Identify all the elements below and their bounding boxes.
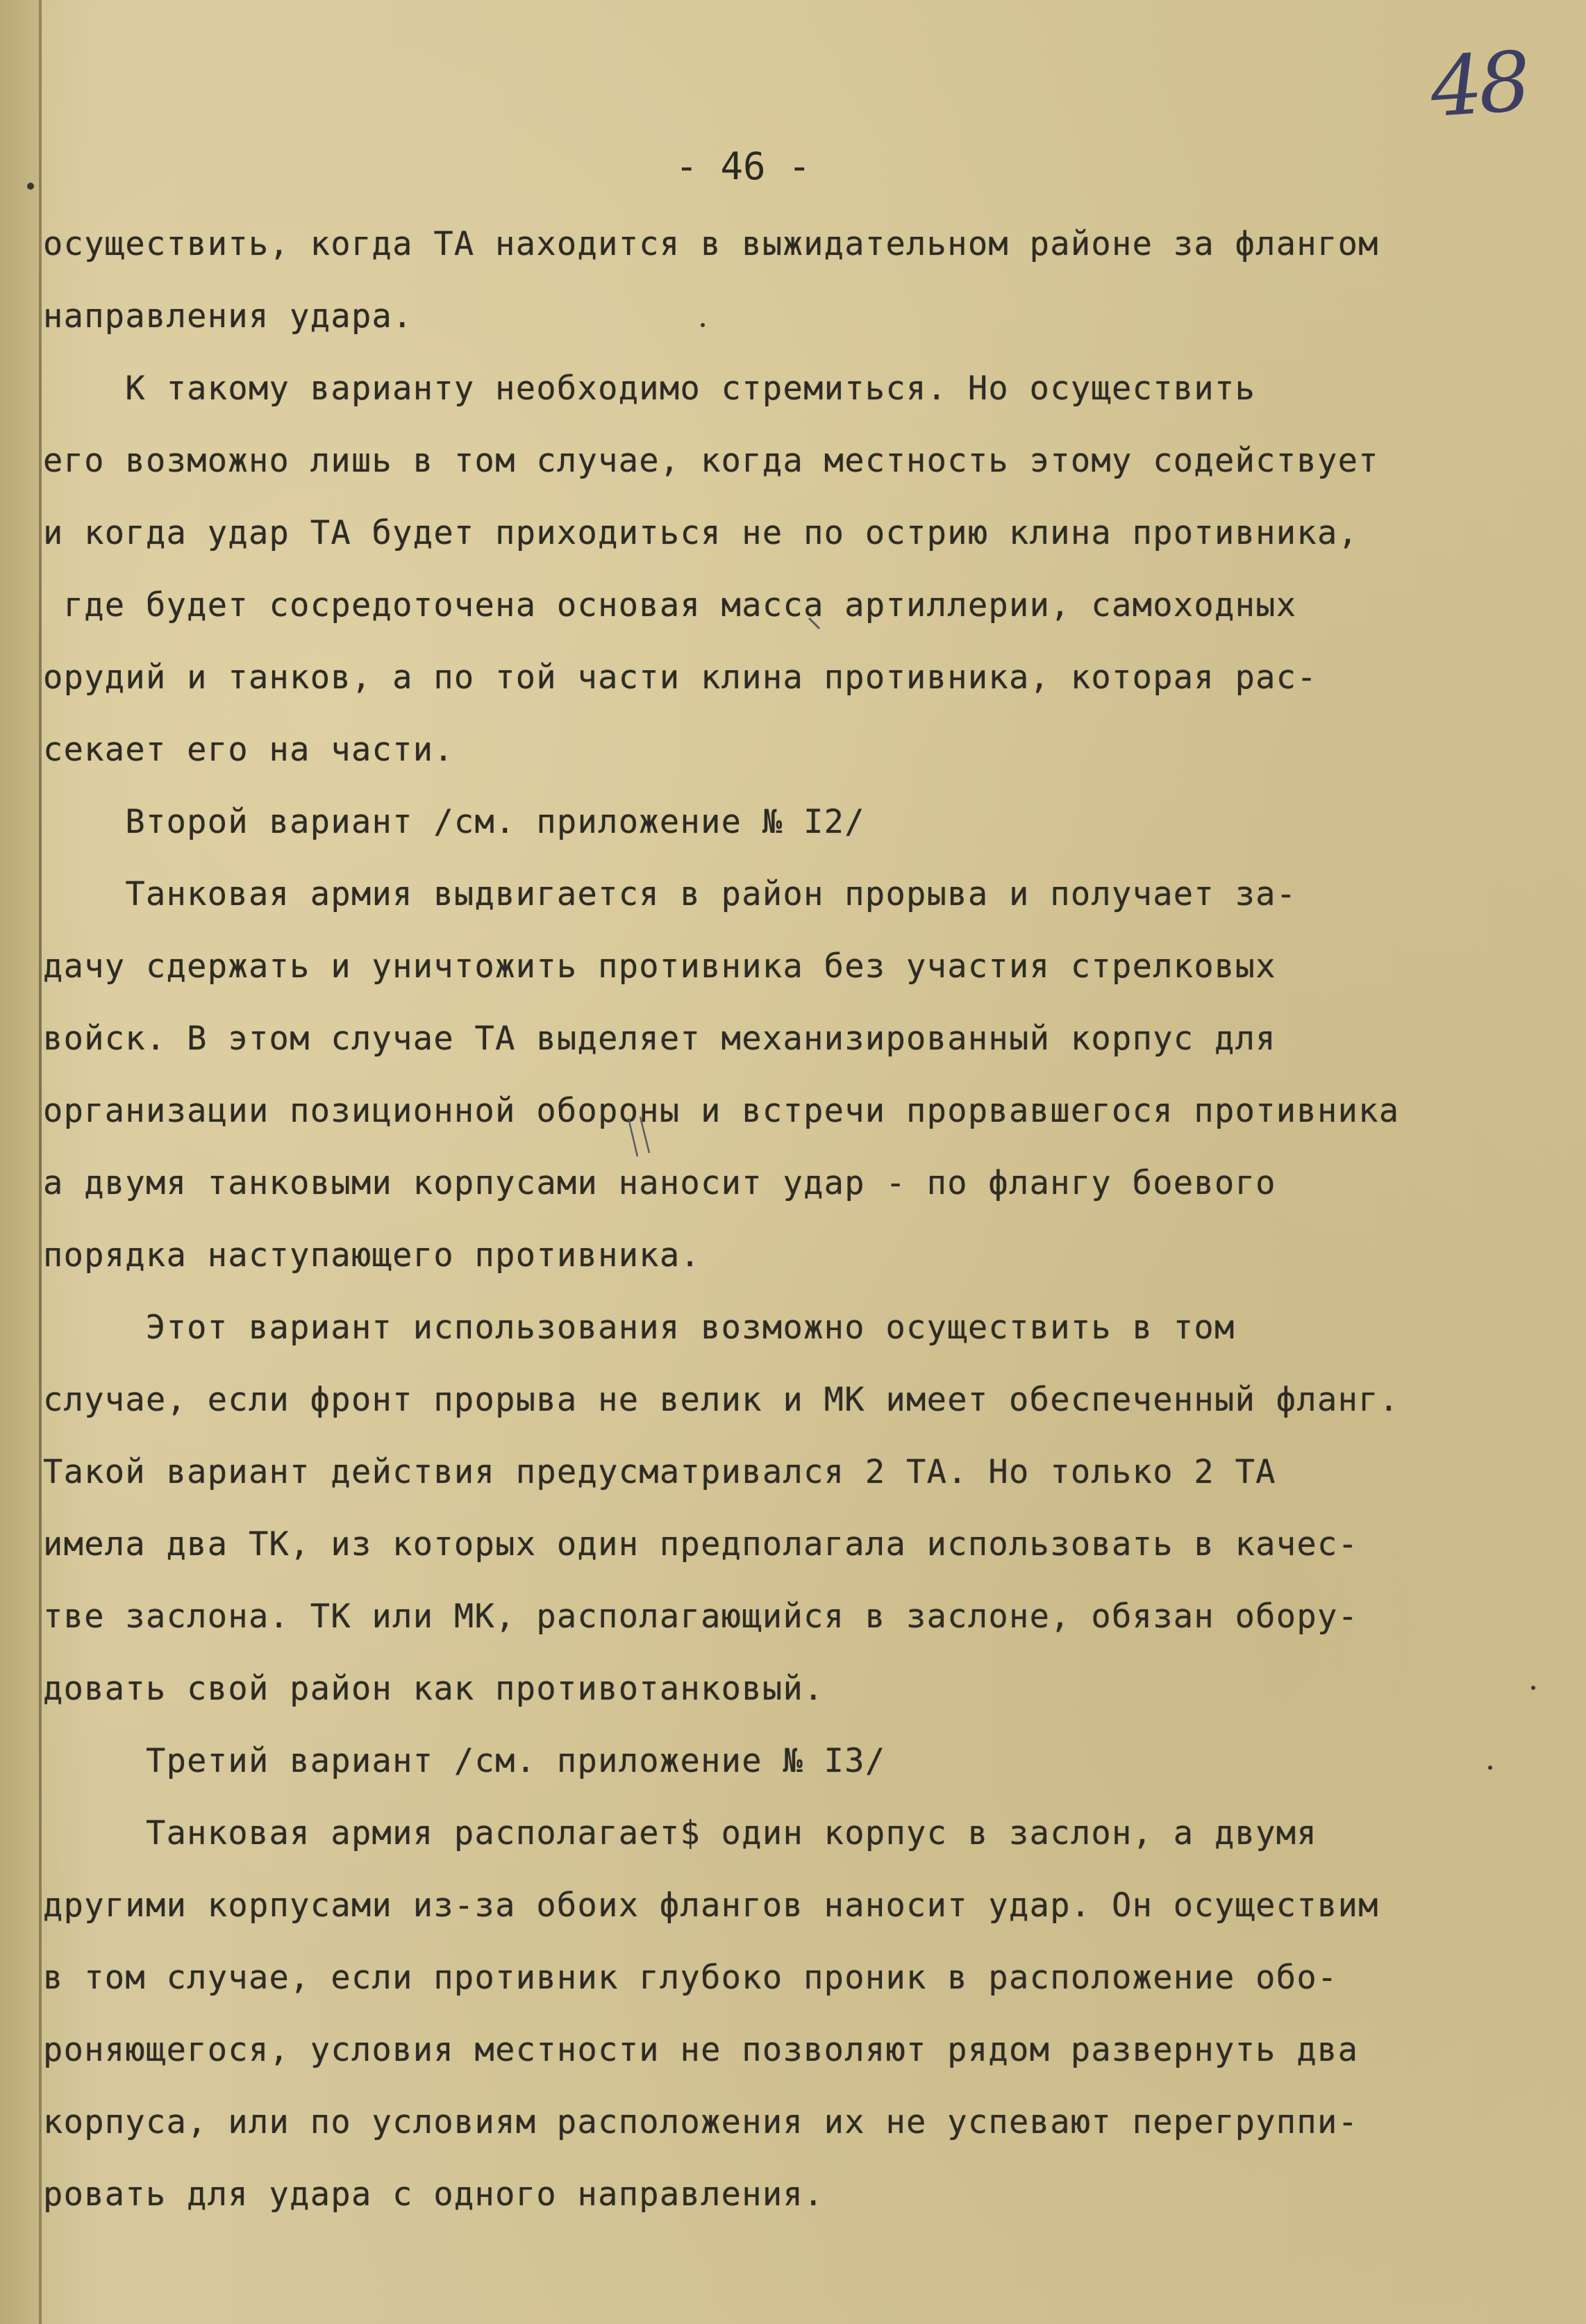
text-line: осуществить, когда ТА находится в выжидательном районе за флангом [43, 225, 1379, 263]
ink-dot [1488, 1766, 1492, 1770]
text-line: К такому варианту необходимо стремиться. Но осуществить [43, 370, 1256, 408]
text-line: направления удара. [43, 297, 413, 335]
page-number: - 46 - [675, 144, 811, 188]
text-line: орудий и танков, а по той части клина противника, которая рас- [43, 658, 1317, 697]
text-line: корпуса, или по условиям расположения их не успевают перегруппи- [43, 2103, 1359, 2141]
text-line: Такой вариант действия предусматривался 2 ТА. Но только 2 ТА [43, 1453, 1276, 1491]
text-line: Этот вариант использования возможно осуществить в том [43, 1309, 1235, 1347]
text-line: где будет сосредоточена основая масса артиллерии, самоходных [43, 586, 1297, 624]
pencil-tick [809, 618, 819, 629]
text-line: и когда удар ТА будет приходиться не по острию клина противника, [43, 514, 1359, 552]
text-line: в том случае, если противник глубоко проник в расположение обо- [43, 1959, 1338, 1997]
text-line: Танковая армия располагает$ один корпус в заслон, а двумя [43, 1814, 1317, 1852]
ink-dot [27, 183, 34, 190]
text-line: дачу сдержать и уничтожить противника без участия стрелковых [43, 947, 1276, 986]
text-line: Третий вариант /см. приложение № I3/ [43, 1742, 886, 1780]
text-line: Танковая армия выдвигается в район прорыва и получает за- [43, 875, 1297, 913]
text-line: Второй вариант /см. приложение № I2/ [43, 803, 865, 841]
ink-dot [701, 323, 705, 327]
text-line: тве заслона. ТК или МК, располагающийся в заслоне, обязан обору- [43, 1597, 1359, 1636]
text-line: роняющегося, условия местности не позволяют рядом развернуть два [43, 2031, 1359, 2069]
text-line: секает его на части. [43, 731, 454, 769]
text-line: войск. В этом случае ТА выделяет механизированный корпус для [43, 1020, 1276, 1058]
text-line: случае, если фронт прорыва не велик и МК имеет обеспеченный фланг. [43, 1381, 1400, 1419]
text-line: довать свой район как противотанковый. [43, 1670, 824, 1708]
text-line: организации позиционной обороны и встречи прорвавшегося противника [43, 1092, 1400, 1130]
ink-dot [1531, 1686, 1535, 1690]
text-line: имела два ТК, из которых один предполагала использовать в качес- [43, 1525, 1359, 1563]
archive-sheet-number: 48 [1427, 33, 1530, 136]
text-line: а двумя танковыми корпусами наносит удар - по флангу боевого [43, 1164, 1276, 1202]
text-line: его возможно лишь в том случае, когда местность этому содействует [43, 442, 1379, 480]
text-line: ровать для удара с одного направления. [43, 2175, 824, 2214]
pencil-tick [628, 1117, 649, 1156]
text-line: порядка наступающего противника. [43, 1236, 701, 1275]
text-line: другими корпусами из-за обоих флангов наносит удар. Он осуществим [43, 1886, 1379, 1925]
